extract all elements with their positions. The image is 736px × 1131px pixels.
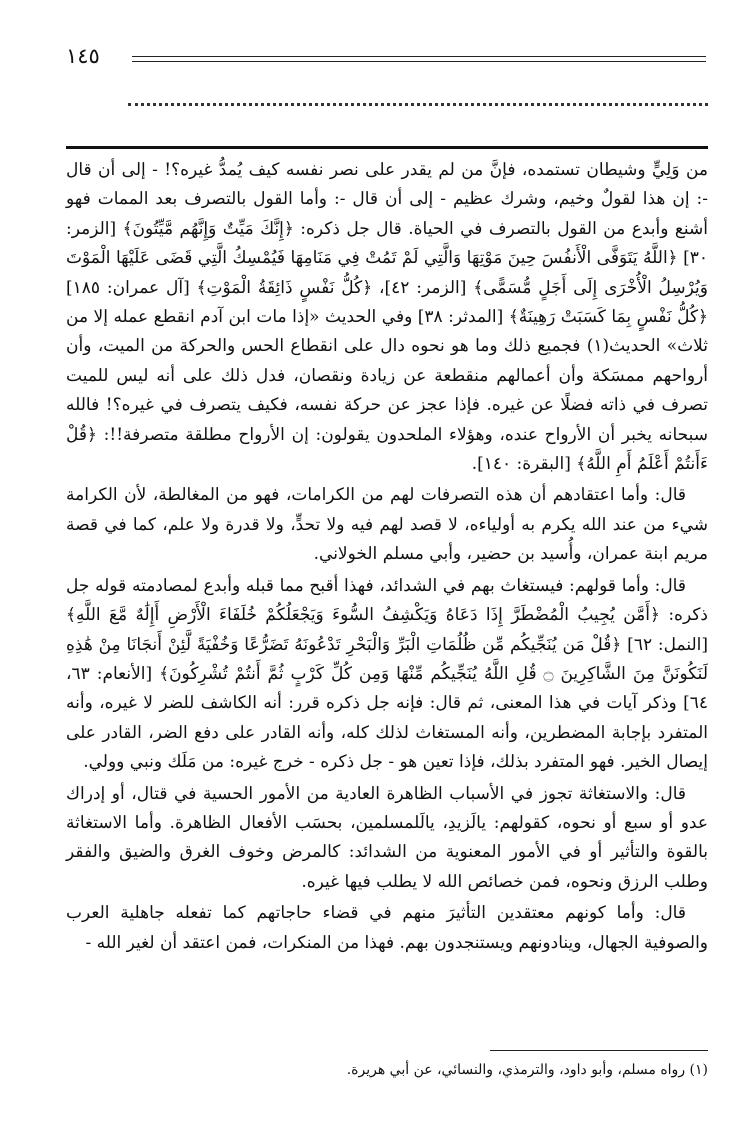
page-number: ١٤٥ xyxy=(66,44,100,68)
footnote-rule xyxy=(490,1050,708,1051)
page-header xyxy=(66,44,706,74)
paragraph-4: قال: والاستغاثة تجوز في الأسباب الظاهرة العادية من الأمور الحسية في قتال، أو إدراك عدو أو سبع أو نحوه، كقولهم: يالَزيدِ، يالَلمسلمين، بحسَب الأفعال الظاهرة. وأما الاستغاثة بالقوة والتأثير أو في الأمور المعنوية من الشدائد: كالمرض وخوف الغرق والضيق والفقر وطلب الرزق ونحوه، فمن خصائص الله لا يطلب فيها غيره. xyxy=(66,783,708,892)
paragraph-2: قال: وأما اعتقادهم أن هذه التصرفات لهم من الكرامات، فهو من المغالطة، لأن الكرامة شيء من عند الله يكرم به أولياءه، لا قصد لهم فيه ولا تحدٍّ، ولا قدرة ولا علم، كما في قصة مريم ابنة عمران، وأُسيد بن حضير، وأبي مسلم الخولاني. xyxy=(66,485,708,565)
footnote: (١) رواه مسلم، وأبو داود، والترمذي، والنسائي، عن أبي هريرة. xyxy=(346,1062,708,1078)
paragraph-3: قال: وأما قولهم: فيستغاث بهم في الشدائد، فهذا أقبح مما قبله وأبدع لمصادمته قوله جل ذكره: ﴿أَمَّن يُجِيبُ الْمُضْطَرَّ إِذَا دَعَاهُ وَيَكْشِفُ السُّوءَ وَيَجْعَلُكُمْ خُلَفَاءَ الْأَرْضِ أَإِلَٰهٌ مَّعَ اللَّهِ﴾ [النمل: ٦٢] ﴿قُلْ مَن يُنَجِّيكُم مِّن ظُلُمَاتِ الْبَرِّ وَالْبَحْرِ تَدْعُونَهُ تَضَرُّعًا وَخُفْيَةً لَّئِنْ أَنجَانَا مِنْ هَٰذِهِ لَنَكُونَنَّ مِنَ الشَّاكِرِينَ ۝ قُلِ اللَّهُ يُنَجِّيكُم مِّنْهَا وَمِن كُلِّ كَرْبٍ ثُمَّ أَنتُمْ تُشْرِكُونَ﴾ [الأنعام: ٦٣، ٦٤] وذكر آيات في هذا المعنى، ثم قال: فإنه جل ذكره قرر: أنه الكاشف للضر لا غيره، وأنه المتفرد بإجابة المضطرين، وأنه المستغاث لذلك كله، وأنه القادر على دفع الضر، القادر على إيصال الخير. فهو المتفرد بذلك، فإذا تعين هو - جل ذكره - خرج غيره: من مَلَك ونبي وولي. xyxy=(66,575,708,773)
header-rule xyxy=(132,56,706,62)
thick-rule xyxy=(66,146,708,149)
paragraph-5: قال: وأما كونهم معتقدين التأثيرَ منهم في قضاء حاجاتهم كما تفعله جاهلية العرب والصوفية الجهال، وينادونهم ويستنجدون بهم. فهذا من المنكرات، فمن اعتقد أن لغير الله - xyxy=(66,903,708,953)
main-text xyxy=(66,156,708,958)
paragraph-1: من وَلِيٍّ وشيطان تستمده، فإنَّ من لم يقدر على نصر نفسه كيف يُمدُّ غيره؟! - إلى أن قال -: إن هذا لقولٌ وخيم، وشرك عظيم - إلى أن قال -: وأما القول بالتصرف بعد الممات فهو أشنع وأبدع من القول بالتصرف في الحياة. قال جل ذكره: ﴿إِنَّكَ مَيِّتٌ وَإِنَّهُم مَّيِّتُونَ﴾ [الزمر: ٣٠] ﴿اللَّهُ يَتَوَفَّى الْأَنفُسَ حِينَ مَوْتِهَا وَالَّتِي لَمْ تَمُتْ فِي مَنَامِهَا فَيُمْسِكُ الَّتِي قَضَى عَلَيْهَا الْمَوْتَ وَيُرْسِلُ الْأُخْرَى إِلَى أَجَلٍ مُّسَمًّى﴾ [الزمر: ٤٢]، ﴿كُلُّ نَفْسٍ ذَائِقَةُ الْمَوْتِ﴾ [آل عمران: ١٨٥] ﴿كُلُّ نَفْسٍ بِمَا كَسَبَتْ رَهِينَةٌ﴾ [المدثر: ٣٨] وفي الحديث «إذا مات ابن آدم انقطع عمله إلا من ثلاث» الحديث(١) فجميع ذلك وما هو نحوه دال على انقطاع الحس والحركة من الميت، وأن أرواحهم ممسَكة وأن أعمالهم منقطعة عن زيادة ونقصان، فدل ذلك على أنه ليس للميت تصرف في ذاته فضلًا عن غيره. فإذا عجز عن حركة نفسه، فكيف يتصرف في غيره؟! فالله سبحانه يخبر أن الأرواح عنده، وهؤلاء الملحدون يقولون: إن الأرواح مطلقة متصرفة!!: ﴿قُلْ ءَأَنتُمْ أَعْلَمُ أَمِ اللَّهُ﴾ [البقرة: ١٤٠]. xyxy=(66,160,708,475)
dotted-separator xyxy=(128,103,708,126)
